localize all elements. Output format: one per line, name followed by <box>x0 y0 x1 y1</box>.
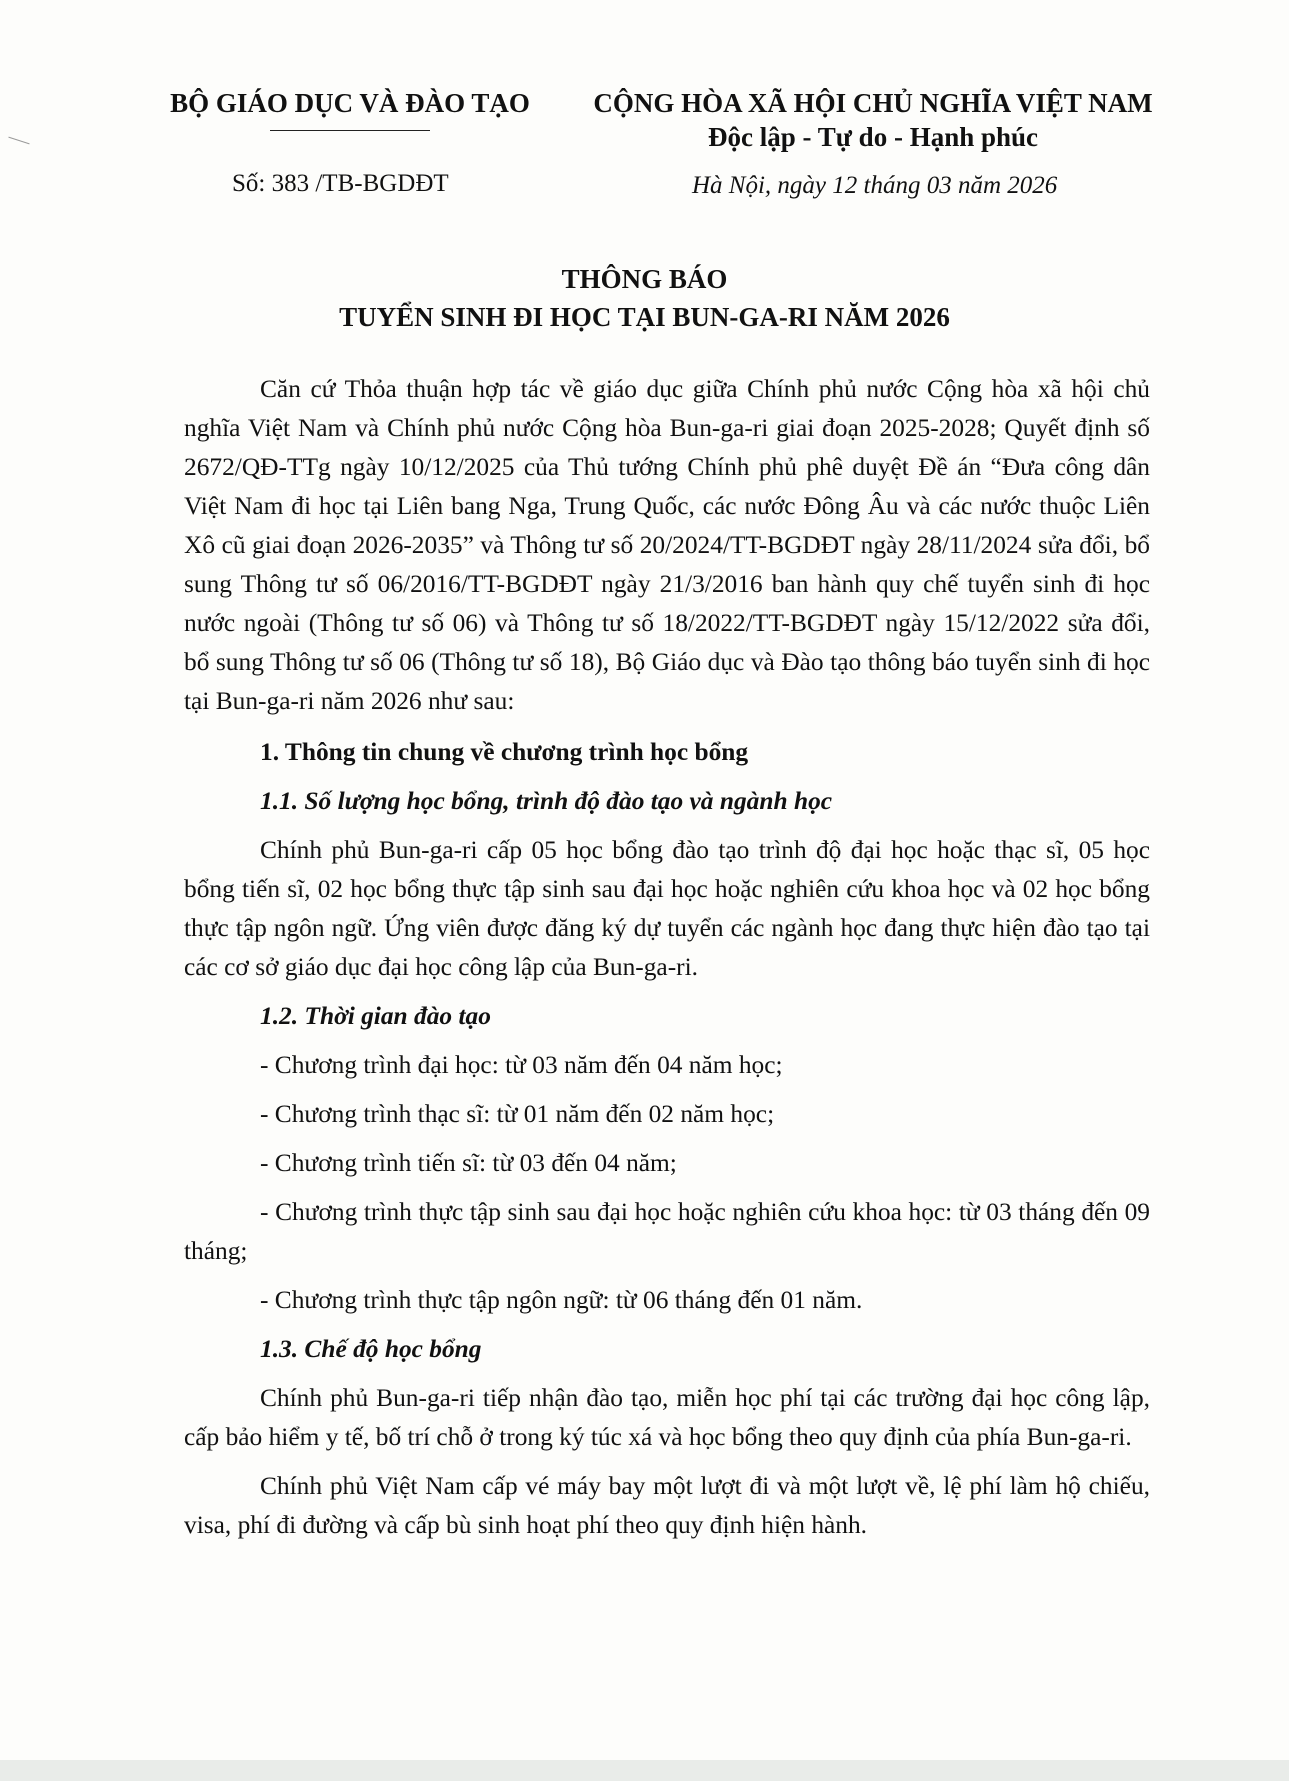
section-1-3-paragraph-2: Chính phủ Việt Nam cấp vé máy bay một lượt đi và một lượt về, lệ phí làm hộ chiếu, visa, phí đi đường và cấp bù sinh hoạt phí theo quy định hiện hành. <box>184 1472 1150 1539</box>
ministry-header <box>150 86 550 131</box>
duration-item-phd: - Chương trình tiến sĩ: từ 03 đến 04 năm; <box>260 1149 677 1177</box>
section-1-3-heading: 1.3. Chế độ học bổng <box>260 1335 482 1363</box>
scan-artifact <box>8 137 29 145</box>
ministry-name: BỘ GIÁO DỤC VÀ ĐÀO TẠO <box>170 88 530 118</box>
duration-item-internship: - Chương trình thực tập sinh sau đại học hoặc nghiên cứu khoa học: từ 03 tháng đến 09 tháng; <box>184 1198 1150 1265</box>
document-body <box>184 370 1150 1545</box>
scan-bottom-edge <box>0 1760 1289 1781</box>
section-1-heading: 1. Thông tin chung về chương trình học bổng <box>260 738 749 766</box>
national-header <box>578 86 1168 154</box>
document-date: Hà Nội, ngày 12 tháng 03 năm 2026 <box>692 172 1058 199</box>
section-1-1-heading: 1.1. Số lượng học bổng, trình độ đào tạo và ngành học <box>260 787 833 815</box>
intro-paragraph: Căn cứ Thỏa thuận hợp tác về giáo dục giữa Chính phủ nước Cộng hòa xã hội chủ nghĩa Việt Nam và Chính phủ nước Cộng hòa Bun-ga-ri giai đoạn 2025-2028; Quyết định số 2672/QĐ-TTg ngày 10/12/2025 của Thủ tướng Chính phủ phê duyệt Đề án “Đưa công dân Việt Nam đi học tại Liên bang Nga, Trung Quốc, các nước Đông Âu và các nước thuộc Liên Xô cũ giai đoạn 2026-2035” và Thông tư số 20/2024/TT-BGDĐT ngày 28/11/2024 sửa đổi, bổ sung Thông tư số 06/2016/TT-BGDĐT ngày 21/3/2016 ban hành quy chế tuyển sinh đi học nước ngoài (Thông tư số 06) và Thông tư số 18/2022/TT-BGDĐT ngày 15/12/2022 sửa đổi, bổ sung Thông tư số 06 (Thông tư số 18), Bộ Giáo dục và Đào tạo thông báo tuyển sinh đi học tại Bun-ga-ri năm 2026 như sau: <box>184 375 1150 715</box>
section-1-2-heading: 1.2. Thời gian đào tạo <box>260 1002 491 1030</box>
duration-item-bachelor: - Chương trình đại học: từ 03 năm đến 04 năm học; <box>260 1051 783 1079</box>
duration-item-master: - Chương trình thạc sĩ: từ 01 năm đến 02 năm học; <box>260 1100 775 1128</box>
national-motto: Độc lập - Tự do - Hạnh phúc <box>707 122 1039 152</box>
duration-item-language: - Chương trình thực tập ngôn ngữ: từ 06 tháng đến 01 năm. <box>260 1286 863 1314</box>
section-1-3-paragraph-1: Chính phủ Bun-ga-ri tiếp nhận đào tạo, miễn học phí tại các trường đại học công lập, cấp bảo hiểm y tế, bố trí chỗ ở trong ký túc xá và học bổng theo quy định của phía Bun-ga-ri. <box>184 1384 1150 1451</box>
country-name: CỘNG HÒA XÃ HỘI CHỦ NGHĨA VIỆT NAM <box>593 88 1153 118</box>
document-number: Số: 383 /TB-BGDĐT <box>232 170 449 197</box>
section-1-1-paragraph: Chính phủ Bun-ga-ri cấp 05 học bổng đào tạo trình độ đại học hoặc thạc sĩ, 05 học bổng tiến sĩ, 02 học bổng thực tập sinh sau đại học hoặc nghiên cứu khoa học và 02 học bổng thực tập ngôn ngữ. Ứng viên được đăng ký dự tuyển các ngành học đang thực hiện đào tạo tại các cơ sở giáo dục đại học công lập của Bun-ga-ri. <box>184 836 1150 981</box>
title-line-1: THÔNG BÁO <box>561 264 728 294</box>
document-title <box>100 260 1189 336</box>
title-line-2: TUYỂN SINH ĐI HỌC TẠI BUN-GA-RI NĂM 2026 <box>339 302 950 332</box>
ministry-underline <box>270 130 430 131</box>
